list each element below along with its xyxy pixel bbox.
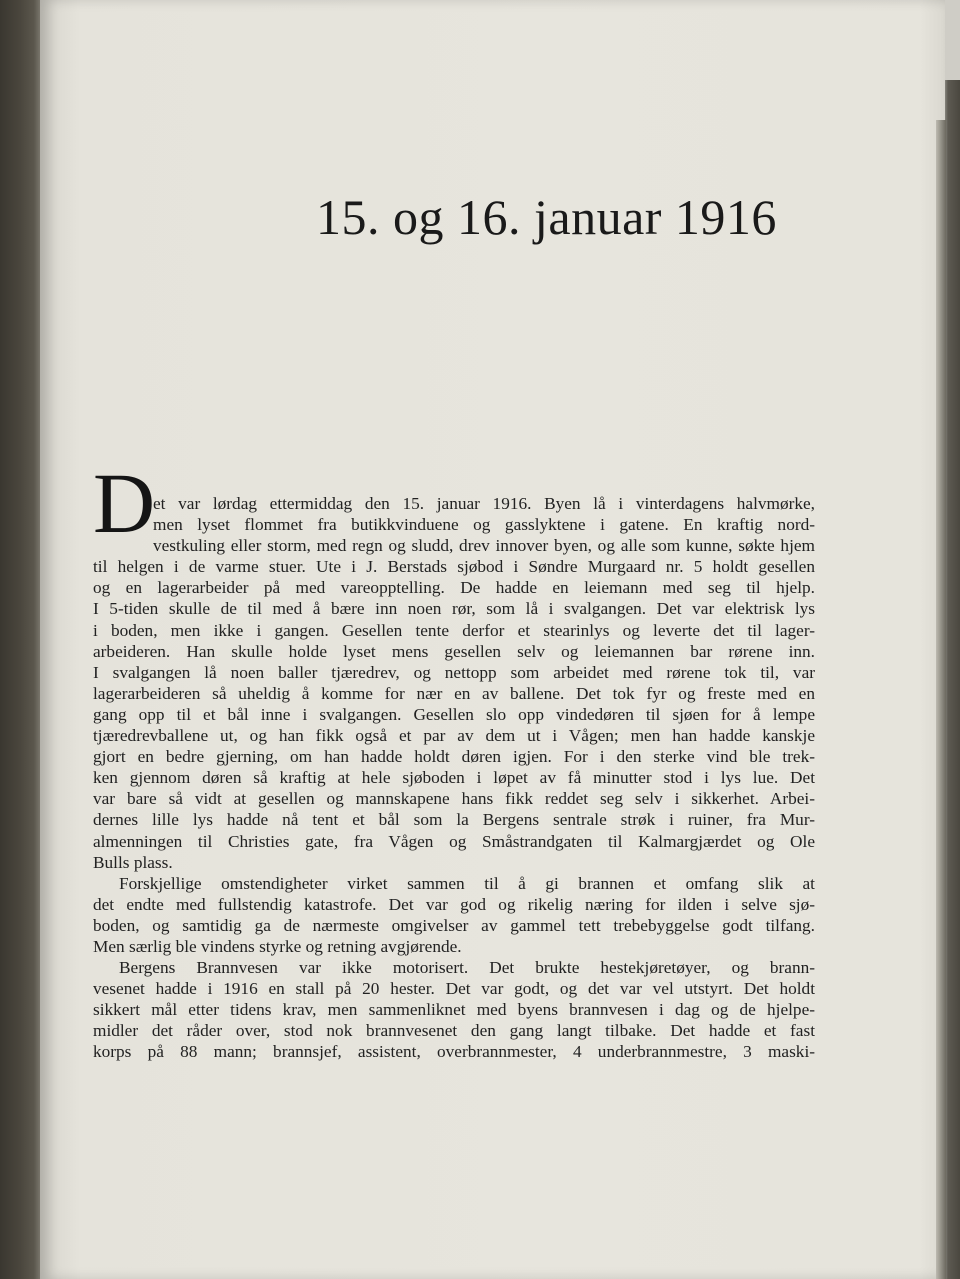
text-line: et var lørdag ettermiddag den 15. januar 1916. Byen lå i vinterdagens halvmørke, bbox=[153, 494, 815, 513]
text-line: men lyset flommet fra butikkvinduene og gasslyktene i gatene. En kraftig nord- bbox=[153, 515, 815, 535]
text-line: boden, og samtidig ga de nærmeste omgivelser av gammel tett trebebyggelse godt tilfang. bbox=[93, 915, 815, 935]
text-line: lagerarbeideren så uheldig å komme for nær en av ballene. Det tok fyr og freste med en bbox=[93, 683, 815, 703]
text-line: vesenet hadde i 1916 en stall på 20 hester. Det var godt, og det var vel utstyrt. Det holdt bbox=[93, 979, 815, 999]
text-line: var bare så vidt at gesellen og mannskapene hans fikk reddet seg selv i sikkerhet. Arbei- bbox=[93, 789, 815, 809]
text-line: gang opp til et bål inne i svalgangen. Gesellen slo opp vindedøren til sjøen for å lempe bbox=[93, 704, 815, 724]
text-line: vestkuling eller storm, med regn og sludd, drev innover byen, og alle som kunne, søkte hjem bbox=[153, 536, 815, 556]
text-line: sikkert mål etter tidens krav, men sammenliknet med byens brannvesen i dag og de hjelpe- bbox=[93, 1000, 815, 1020]
text-line: gjort en bedre gjerning, om han hadde holdt døren igjen. For i den sterke vind ble trek- bbox=[93, 747, 815, 767]
text-line: tjæredrevballene ut, og han fikk også et par av dem ut i Vågen; men han hadde kanskje bbox=[93, 726, 815, 746]
text-line: det endte med fullstendig katastrofe. Det var god og rikelig næring for ilden i selve sjø- bbox=[93, 894, 815, 914]
text-line: ken gjennom døren så kraftig at hele sjøboden i løpet av få minutter stod i lys lue. Det bbox=[93, 768, 815, 788]
text-line: dernes lille lys hadde nå tent et bål som la Bergens sentrale strøk i ruiner, fra Mur- bbox=[93, 810, 815, 830]
body-text bbox=[93, 493, 815, 1063]
text-line: I 5-tiden skulle de til med å bære inn noen rør, som lå i svalgangen. Det var elektrisk lys bbox=[93, 599, 815, 619]
text-line: Forskjellige omstendigheter virket sammen til å gi brannen et omfang slik at bbox=[119, 873, 815, 893]
text-line: arbeideren. Han skulle holde lyset mens gesellen selv og leiemannen bar rørene inn. bbox=[93, 641, 815, 661]
text-line: Bergens Brannvesen var ikke motorisert. Det brukte hestekjøretøyer, og brann- bbox=[119, 958, 815, 978]
text-line: Men særlig ble vindens styrke og retning avgjørende. bbox=[93, 936, 462, 956]
text-line: i boden, men ikke i gangen. Gesellen tente derfor et stearinlys og leverte det til lager- bbox=[93, 620, 815, 640]
text-line: til helgen i de varme stuer. Ute i J. Berstads sjøbod i Søndre Murgaard nr. 5 holdt gesellen bbox=[93, 557, 815, 577]
chapter-title: 15. og 16. januar 1916 bbox=[316, 189, 777, 245]
text-line: korps på 88 mann; brannsjef, assistent, overbrannmester, 4 underbrannmestre, 3 maski- bbox=[93, 1042, 815, 1062]
drop-cap: D bbox=[93, 455, 156, 551]
page-edge bbox=[936, 120, 946, 1279]
text-line: midler det råder over, stod nok brannvesenet den gang langt tilbake. Det hadde et fast bbox=[93, 1021, 815, 1041]
text-line: og en lagerarbeider på med vareopptelling. De hadde en leiemann med seg til hjelp. bbox=[93, 578, 815, 598]
text-line: almenningen til Christies gate, fra Vågen og Småstrandgaten til Kalmargjærdet og Ole bbox=[93, 831, 815, 851]
text-line: Bulls plass. bbox=[93, 852, 173, 872]
text-line: I svalgangen lå noen baller tjæredrev, og nettopp som arbeidet med rørene tok til, var bbox=[93, 662, 815, 682]
